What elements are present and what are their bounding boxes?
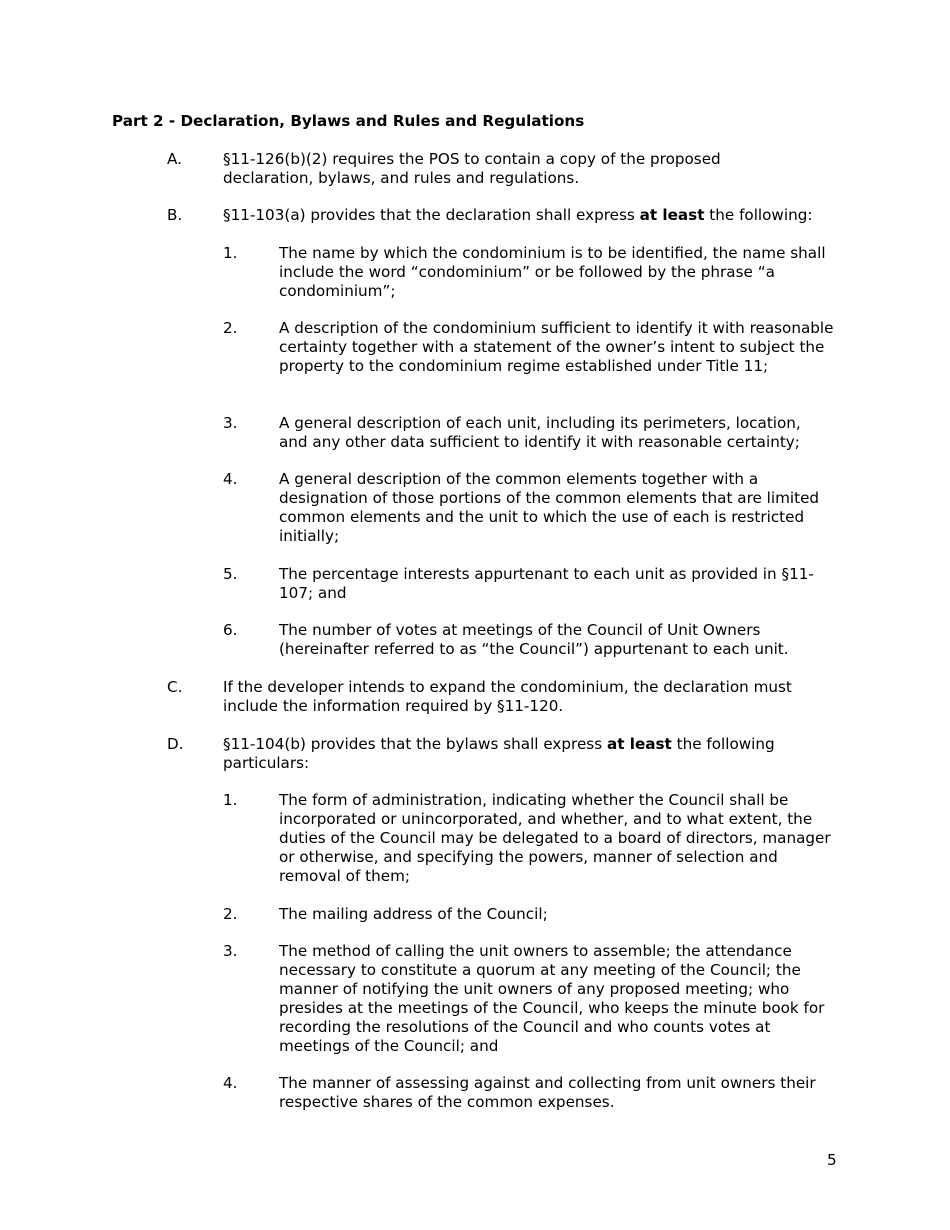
section-label: D. [167, 735, 184, 753]
section-label: A. [167, 150, 182, 168]
section-label: B. [167, 206, 183, 224]
item-text: A description of the condominium sufficient to identify it with reasonable certainty together with a statement of the owner’s intent to subject the property to the condominium regime established under Title 11; [279, 319, 834, 375]
item-text: The method of calling the unit owners to assemble; the attendance necessary to constitute a quorum at any meeting of the Council; the manner of notifying the unit owners of any proposed meeting; who presides at the meetings of the Council, who keeps the minute book for recording the resolutions of the Council and who counts votes at meetings of the Council; and [279, 942, 825, 1055]
item-label: 4. [223, 1074, 238, 1092]
item-label: 1. [223, 791, 238, 809]
item-label: 3. [223, 414, 238, 432]
item-label: 3. [223, 942, 238, 960]
item-label: 2. [223, 319, 238, 337]
item-text: A general description of the common elements together with a designation of those portions of the common elements that are limited common elements and the unit to which the use of each is restricted initially; [279, 470, 820, 545]
item-label: 2. [223, 905, 238, 923]
item-text: The name by which the condominium is to be identified, the name shall include the word “condominium” or be followed by the phrase “a condominium”; [279, 244, 826, 300]
item-text: The percentage interests appurtenant to each unit as provided in §11-107; and [279, 565, 814, 602]
item-text: The mailing address of the Council; [279, 905, 548, 923]
item-text: A general description of each unit, including its perimeters, location, and any other data sufficient to identify it with reasonable certainty; [279, 414, 801, 451]
part-heading: Part 2 - Declaration, Bylaws and Rules and Regulations [112, 112, 585, 130]
emphasis-text: at least [606, 735, 672, 753]
section-label: C. [167, 678, 183, 696]
page-number: 5 [827, 1151, 837, 1169]
section-text: §11-104(b) provides that the bylaws shall express at least the following particulars: [223, 735, 775, 772]
item-text: The number of votes at meetings of the Council of Unit Owners (hereinafter referred to as “the Council”) appurtenant to each unit. [279, 621, 789, 658]
item-text: The form of administration, indicating whether the Council shall be incorporated or unincorporated, and whether, and to what extent, the duties of the Council may be delegated to a board of directors, manager or otherwise, and specifying the powers, manner of selection and removal of them; [279, 791, 831, 885]
section-text: §11-126(b)(2) requires the POS to contain a copy of the proposed declaration, bylaws, and rules and regulations. [223, 150, 721, 187]
item-text: The manner of assessing against and collecting from unit owners their respective shares of the common expenses. [279, 1074, 816, 1111]
section-text: If the developer intends to expand the condominium, the declaration must include the information required by §11-120. [223, 678, 792, 715]
section-text: §11-103(a) provides that the declaration shall express at least the following: [223, 206, 813, 224]
item-label: 1. [223, 244, 238, 262]
item-label: 5. [223, 565, 238, 583]
item-label: 6. [223, 621, 238, 639]
emphasis-text: at least [639, 206, 705, 224]
item-label: 4. [223, 470, 238, 488]
